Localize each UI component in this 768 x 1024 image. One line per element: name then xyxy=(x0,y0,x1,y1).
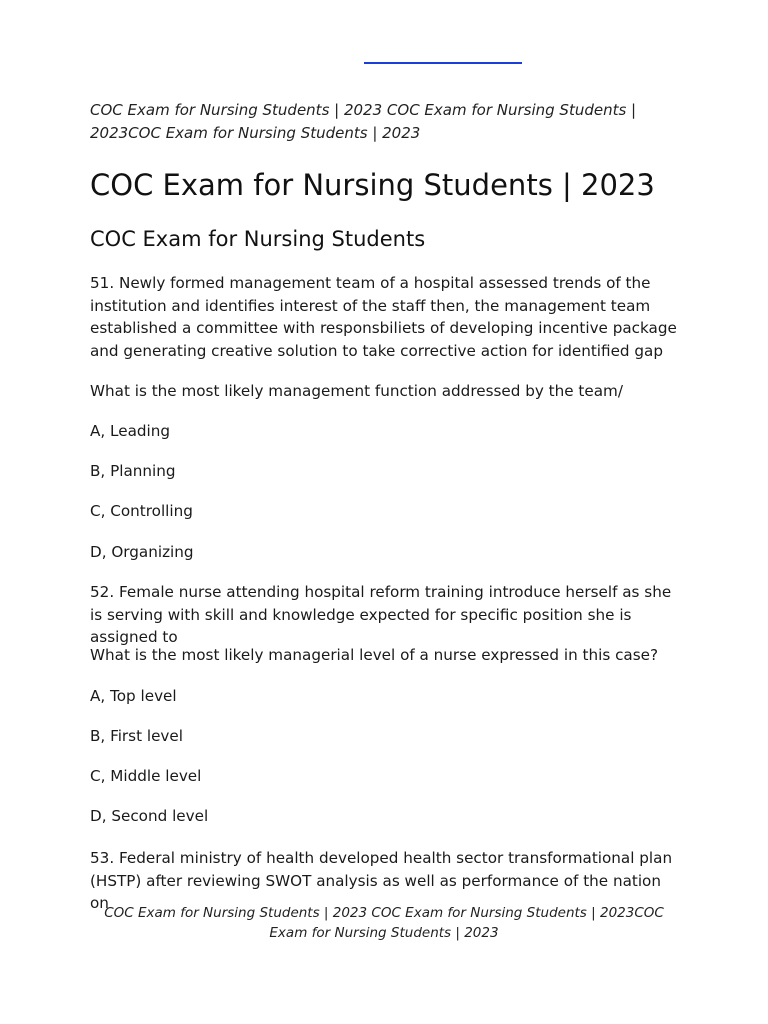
header-note: COC Exam for Nursing Students | 2023 COC Exam for Nursing Students | 2023COC Exam for Nursing Students | 2023 xyxy=(90,101,637,142)
question-53-stem: 53. Federal ministry of health developed health sector transformational plan (HSTP) after reviewing SWOT analysis as well as performance of the nation on xyxy=(90,849,673,912)
page-title: COC Exam for Nursing Students | 2023 xyxy=(90,168,655,202)
question-51-prompt: What is the most likely management function addressed by the team/ xyxy=(90,382,623,400)
question-52-option-c: C, Middle level xyxy=(90,767,202,785)
question-52-option-a: A, Top level xyxy=(90,687,177,705)
question-51-stem: 51. Newly formed management team of a hospital assessed trends of the institution and identifies interest of the staff then, the management team established a committee with responsbiliets of developing incentive package and generating creative solution to take corrective action for identified gap xyxy=(90,274,677,360)
section-heading: COC Exam for Nursing Students xyxy=(90,227,426,251)
question-51-option-d: D, Organizing xyxy=(90,543,194,561)
top-link-underline[interactable] xyxy=(364,62,522,64)
question-51-option-c: C, Controlling xyxy=(90,502,193,520)
question-52-stem: 52. Female nurse attending hospital reform training introduce herself as she is serving with skill and knowledge expected for specific position she is assigned to xyxy=(90,583,672,646)
footer-note: COC Exam for Nursing Students | 2023 COC Exam for Nursing Students | 2023COC Exam for Nursing Students | 2023 xyxy=(104,905,664,941)
question-52-option-b: B, First level xyxy=(90,727,183,745)
question-52-option-d: D, Second level xyxy=(90,807,209,825)
question-51-option-a: A, Leading xyxy=(90,422,171,440)
question-52-prompt: What is the most likely managerial level of a nurse expressed in this case? xyxy=(90,646,659,664)
question-51-option-b: B, Planning xyxy=(90,462,176,480)
